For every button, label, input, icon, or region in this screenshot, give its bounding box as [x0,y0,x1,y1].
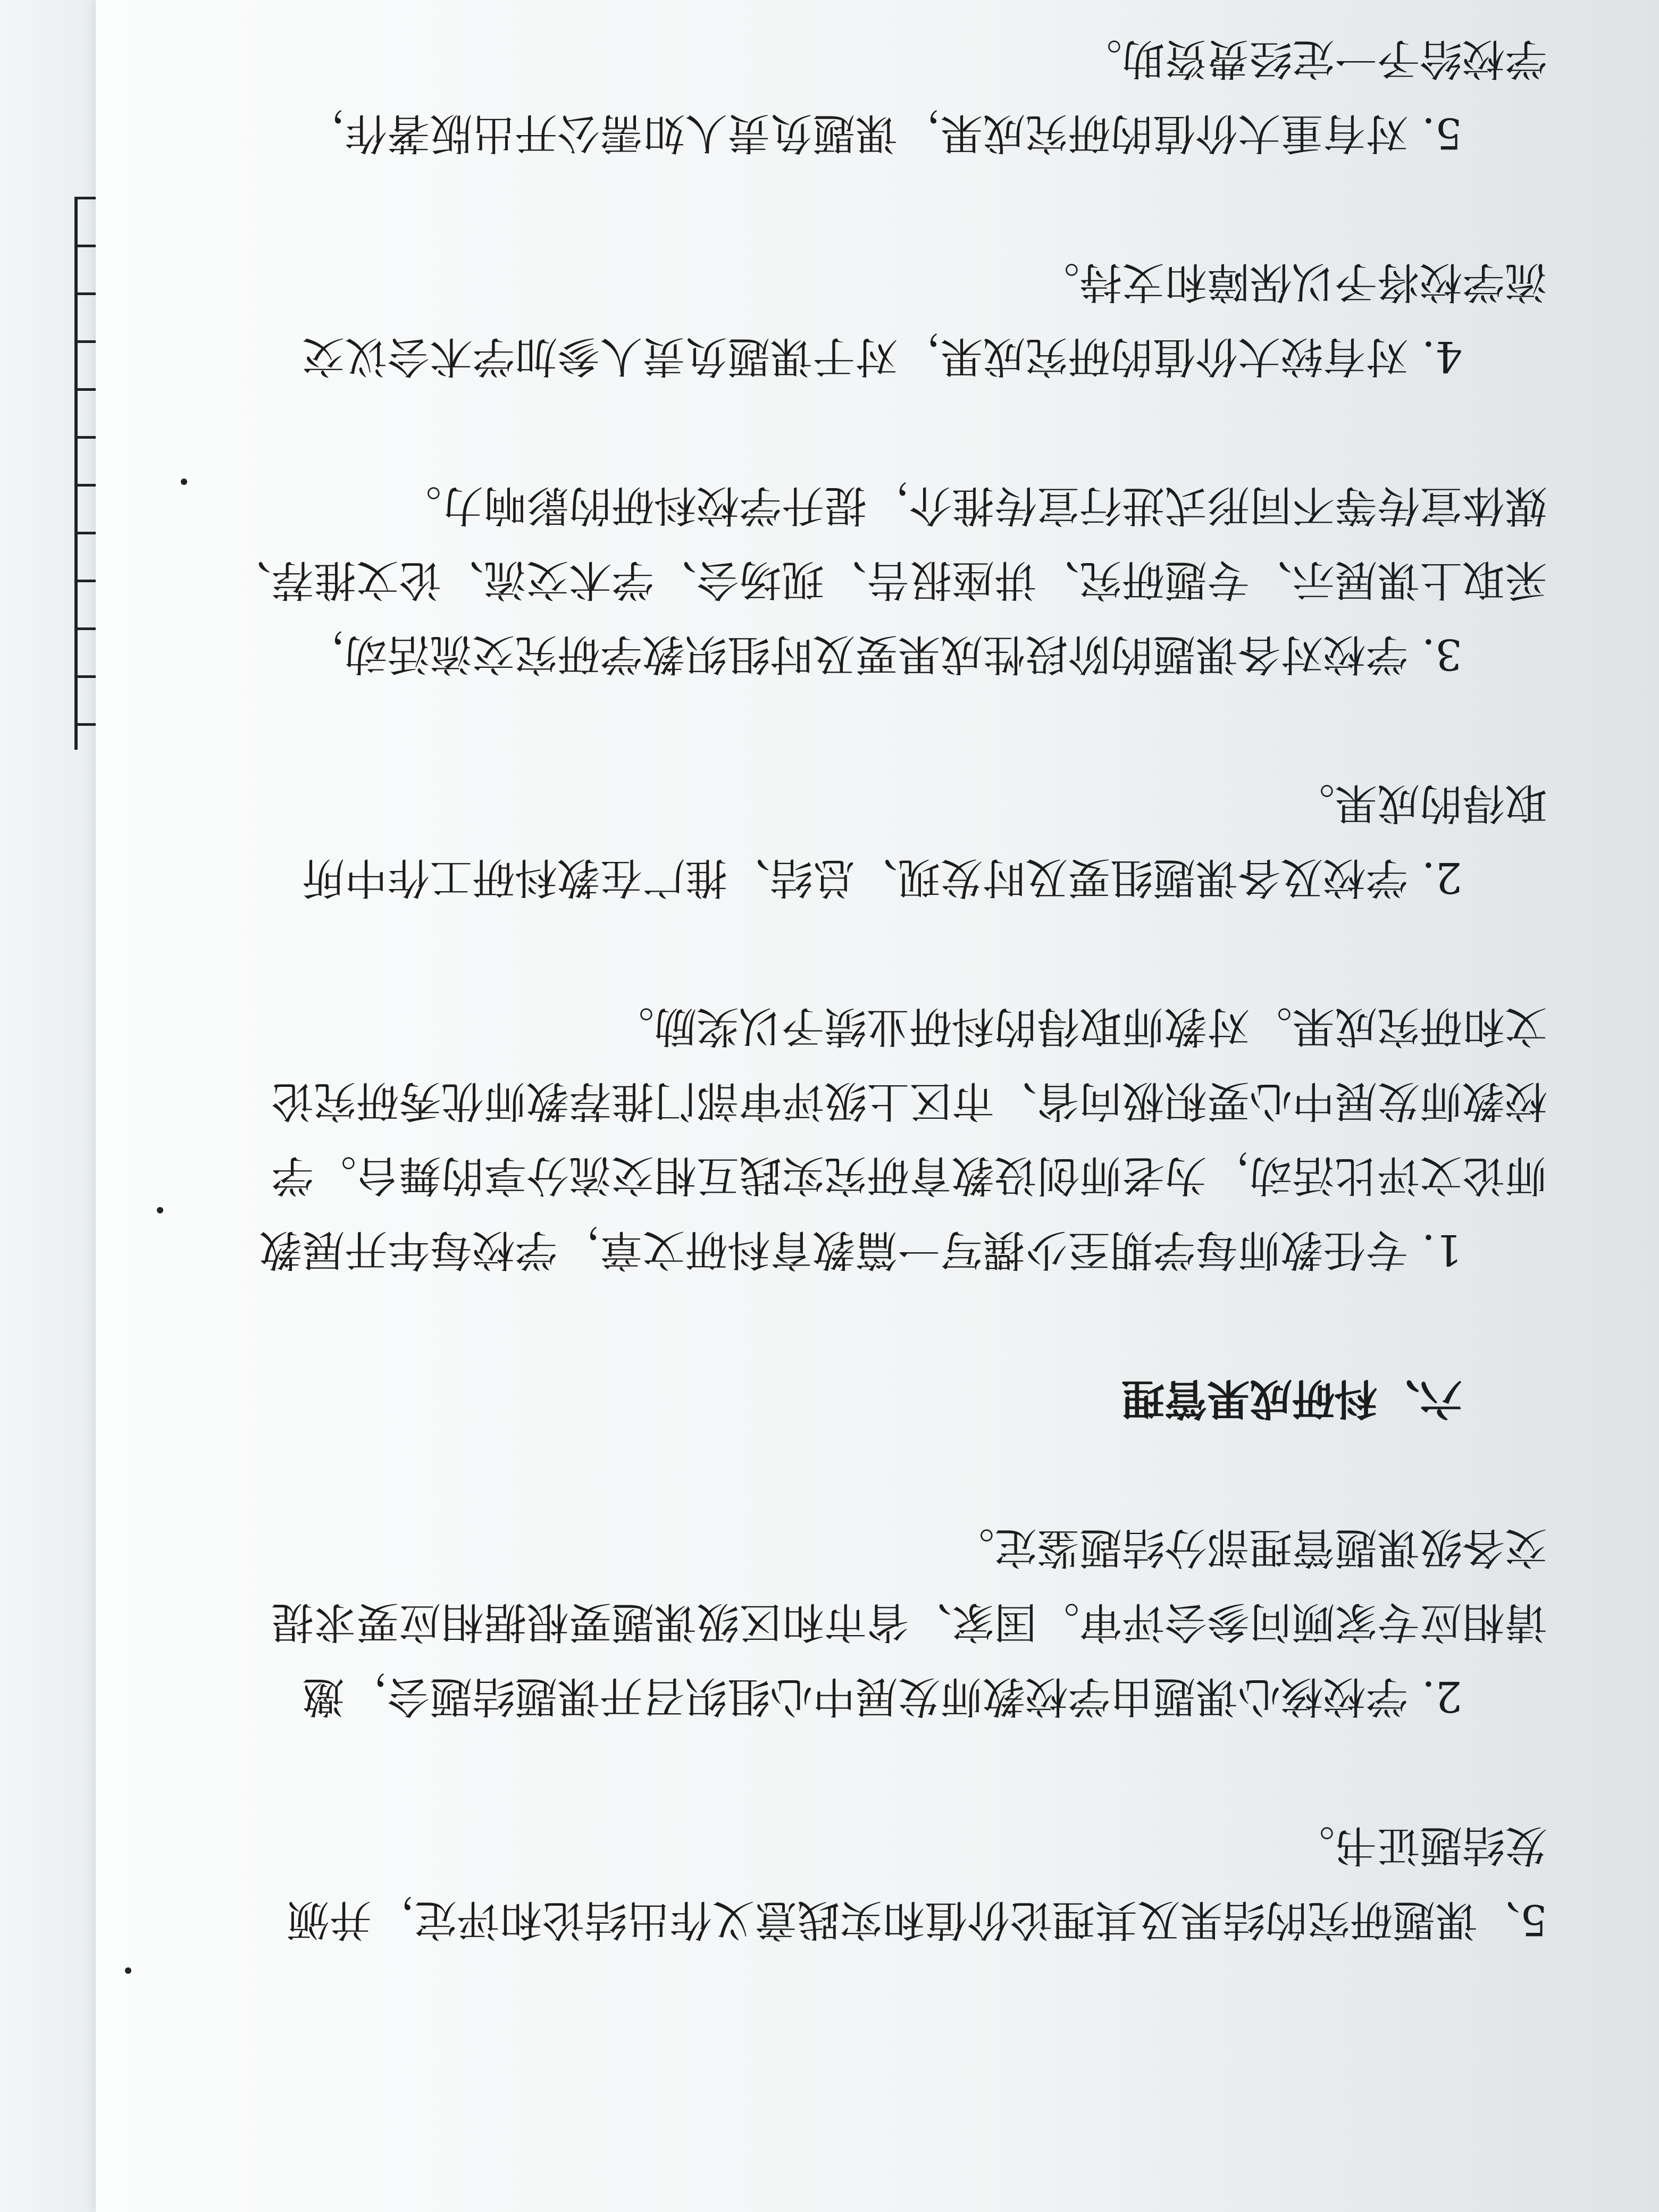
speck [125,1967,131,1974]
text-line: 采取上课展示、专题研究、讲座报告、现场会、学术交流、论文推荐、 [229,555,1547,605]
text-line: 发结题证书。 [1292,1821,1547,1870]
text-line: 5. 对有重大价值的研究成果，课题负责人如需公开出版著作， [302,108,1462,158]
section-heading: 六、科研成果管理 [1122,1374,1462,1423]
document-body [229,0,1547,1957]
text-line: 校教师发展中心要积极向省、市区上级评审部门推荐教师优秀研究论 [271,1076,1547,1126]
text-line: 师论文评比活动，为老师创设教育研究实践互相交流分享的舞台。学 [271,1151,1547,1200]
upside-down-document [207,34,1611,2031]
text-line: 2. 学校及各课题组要及时发现、总结、推广在教科研工作中所 [302,853,1462,902]
text-line: 流学校将予以保障和支持。 [1037,257,1547,307]
text-line: 学校给予一定经费资助。 [1079,34,1547,83]
text-line: 交各级课题管理部分结题鉴定。 [952,1523,1547,1572]
speck [157,1207,163,1213]
text-line: 5、课题研究的结果及其理论价值和实践意义作出结论和评定，并颁 [287,1895,1547,1945]
text-line: 2. 学校核心课题由学校教师发展中心组织召开课题结题会，邀 [302,1672,1462,1721]
sheet-edge-line [74,197,78,750]
paper-sheet [96,0,1659,2212]
speck [181,479,187,485]
text-line: 媒体宣传等不同形式进行宣传推介，提升学校科研的影响力。 [399,481,1547,530]
text-line: 1. 专任教师每学期至少撰写一篇教育科研文章，学校每年开展教 [259,1225,1462,1275]
text-line: 4. 对有较大价值的研究成果，对于课题负责人参加学术会议交 [302,332,1462,381]
text-line: 取得的成果。 [1292,778,1547,828]
text-line: 文和研究成果。对教师取得的科研业绩予以奖励。 [611,1002,1547,1051]
text-line: 3. 学校对各课题的阶段性成果要及时组织教学研究交流活动， [302,630,1462,679]
text-line: 请相应专家顾问参会评审。国家、省市和区级课题要根据相应要求提 [271,1597,1547,1647]
